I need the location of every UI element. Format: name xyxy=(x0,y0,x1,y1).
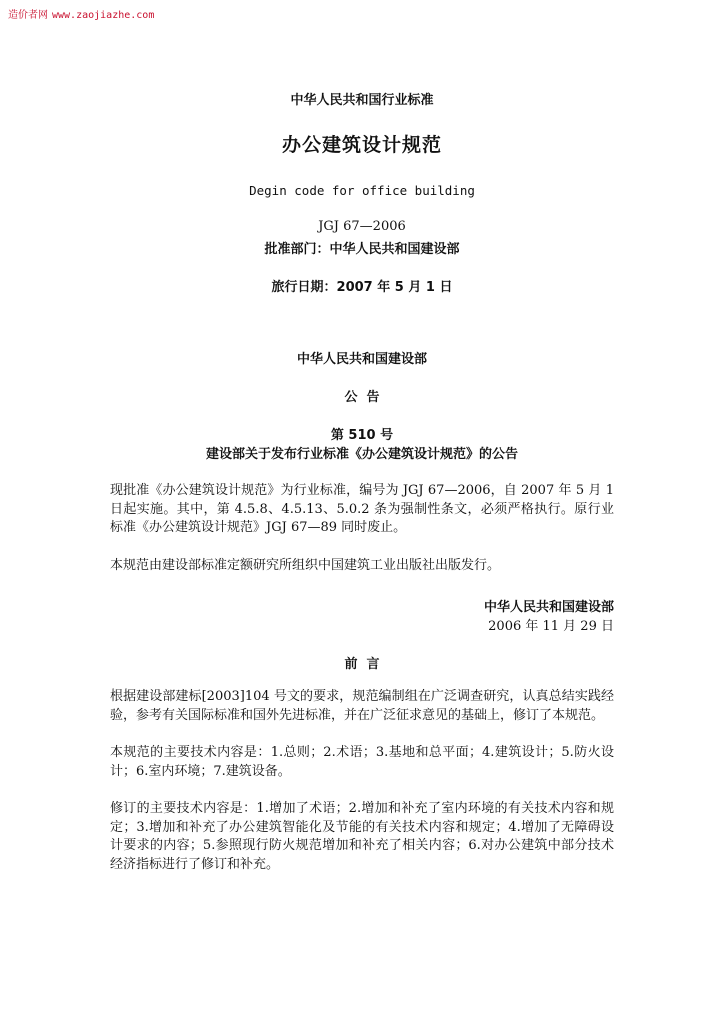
effective-date: 旅行日期：2007 年 5 月 1 日 xyxy=(271,280,453,295)
announcement-number: 第 510 号 xyxy=(330,428,394,443)
announcement-heading: 公 告 xyxy=(344,390,380,405)
preface-paragraph: 根据建设部建标[2003]104 号文的要求，规范编制组在广泛调查研究，认真总结实践经验，参考有关国际标准和国外先进标准，并在广泛征求意见的基础上，修订了本规范。 xyxy=(110,689,614,723)
english-title: Degin code for office building xyxy=(249,183,475,198)
approval-department: 批准部门：中华人民共和国建设部 xyxy=(264,242,460,257)
announcement-paragraph: 本规范由建设部标准定额研究所组织中国建筑工业出版社出版发行。 xyxy=(110,558,501,573)
announcement-signature: 中华人民共和国建设部 xyxy=(483,600,614,615)
preface-paragraph: 本规范的主要技术内容是：1.总则；2.术语；3.基地和总平面；4.建筑设计；5.防火设计；6.室内环境；7.建筑设备。 xyxy=(110,745,614,779)
announcement-issuer: 中华人民共和国建设部 xyxy=(296,352,427,367)
preface-paragraph: 修订的主要技术内容是：1.增加了术语；2.增加和补充了室内环境的有关技术内容和规定；3.增加和补充了办公建筑智能化及节能的有关技术内容和规定；4.增加了无障碍设计要求的内容；5.参照现行防火规范增加和补充了相关内容；6.对办公建筑中部分技术经济指标进行了修订和补充。 xyxy=(110,801,614,872)
watermark-url[interactable]: www.zaojiazhe.com xyxy=(52,10,155,21)
watermark xyxy=(8,6,154,21)
document-title: 办公建筑设计规范 xyxy=(281,134,442,156)
announcement-paragraph: 现批准《办公建筑设计规范》为行业标准，编号为 JGJ 67—2006，自 2007 年 5 月 1 日起实施。其中，第 4.5.8、4.5.13、5.0.2 条为强制性条文，必须严格执行。原行业标准《办公建筑设计规范》JGJ 67—89 同时废止。 xyxy=(110,483,614,535)
standard-code: JGJ 67—2006 xyxy=(318,219,406,234)
standard-category: 中华人民共和国行业标准 xyxy=(290,93,434,108)
preface-heading: 前 言 xyxy=(344,657,380,672)
announcement-date: 2006 年 11 月 29 日 xyxy=(488,619,614,634)
watermark-site-name: 造价者网 xyxy=(8,10,48,21)
announcement-subject: 建设部关于发布行业标准《办公建筑设计规范》的公告 xyxy=(205,447,518,462)
